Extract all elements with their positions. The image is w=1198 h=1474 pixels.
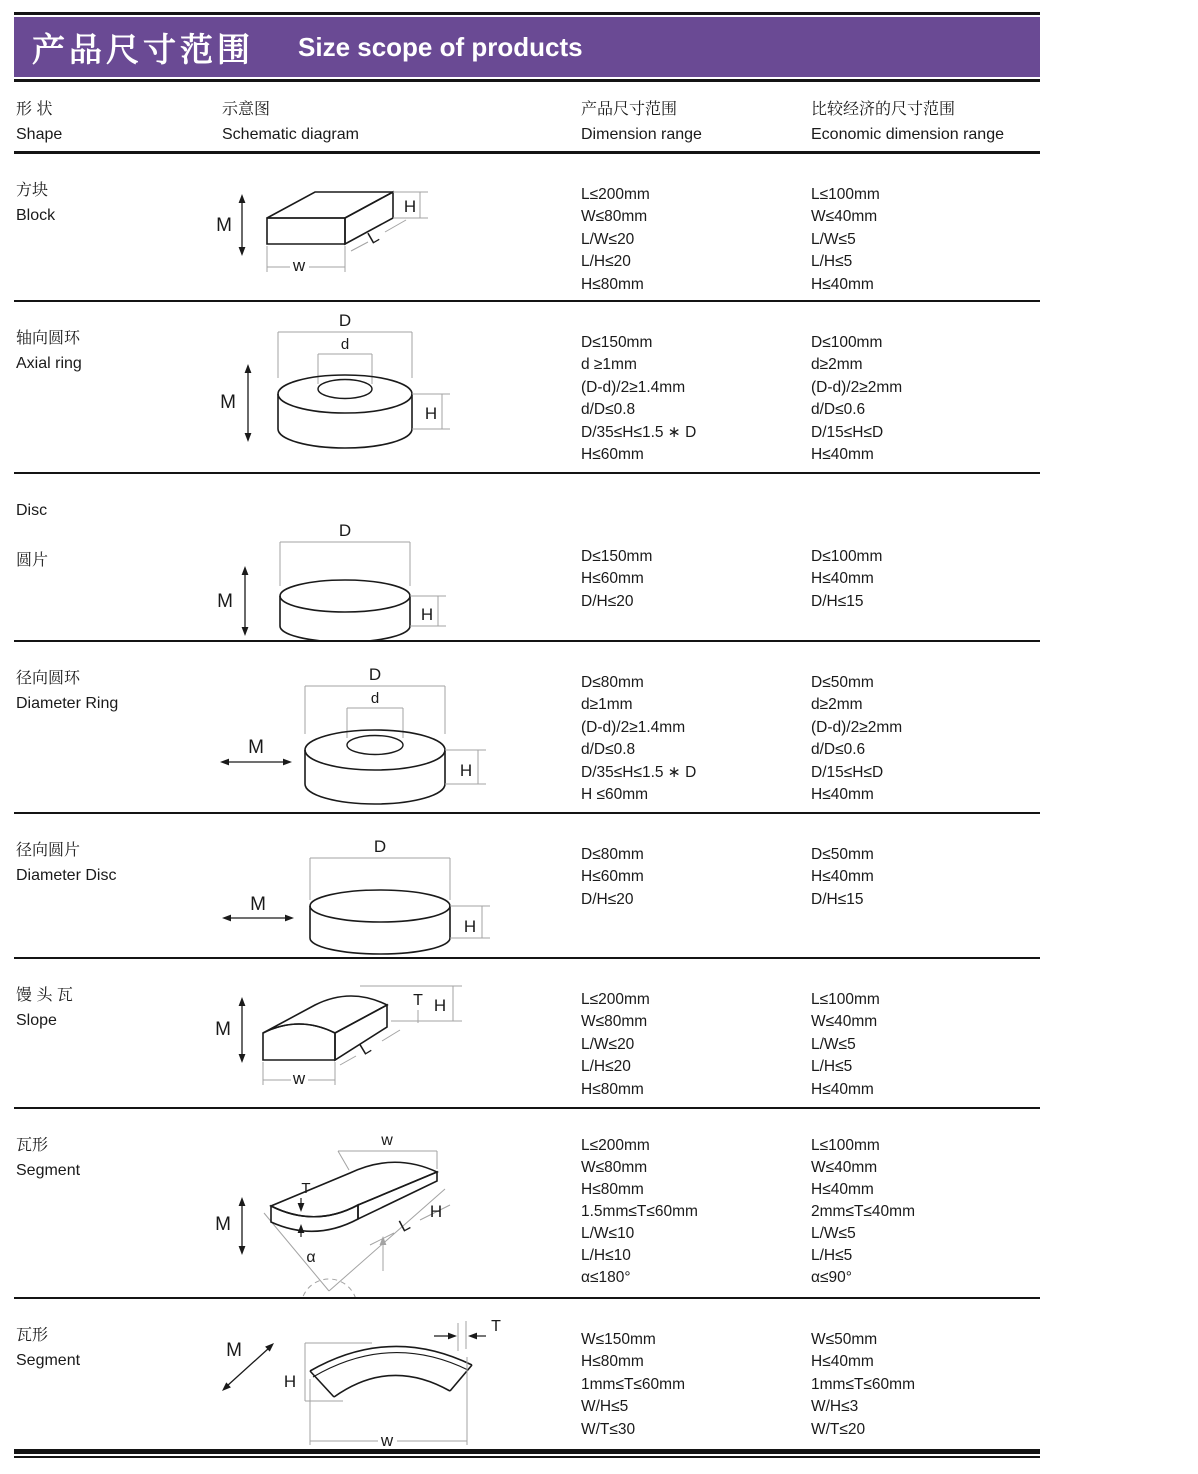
table-header [14,82,1040,154]
shape-label-line: 瓦形 [16,1137,49,1154]
economic-dimension-range-line: d≥2mm [811,356,863,374]
dimension-range [581,546,652,613]
svg-text:M: M [226,1340,242,1361]
svg-text:M: M [215,1019,231,1040]
dimension-range-line: H≤60mm [581,868,644,886]
economic-dimension-range-line: α≤90° [811,1269,852,1286]
dimension-range-line: W/H≤5 [581,1398,629,1416]
page-title-en: Size scope of products [298,31,583,62]
shape-label [16,983,73,1033]
economic-dimension-range-line: W/H≤3 [811,1398,859,1416]
svg-text:H: H [424,404,438,423]
economic-dimension-range-line: H≤40mm [811,570,874,588]
economic-dimension-range-line: d/D≤0.6 [811,401,866,419]
economic-dimension-range-line: W≤50mm [811,1331,878,1348]
dimension-range-line: H≤60mm [581,570,644,588]
economic-dimension-range-line: H≤40mm [811,275,874,293]
svg-text:L: L [364,226,383,248]
dimension-range-line: L/H≤20 [581,1058,631,1076]
dimension-range-line: H≤60mm [581,446,644,464]
economic-dimension-range [811,672,902,806]
dimension-range-line: L≤200mm [581,186,650,203]
dimension-range-line: W≤150mm [581,1331,656,1348]
economic-dimension-range-line: (D-d)/2≥2mm [811,378,903,396]
disc-schematic-diagram [210,474,590,640]
svg-text:α: α [306,1249,316,1266]
dimension-range-line: D/35≤H≤1.5 ∗ D [581,763,697,781]
dimension-range-line: L≤200mm [581,991,650,1008]
bottom-double-rule [14,1451,1198,1458]
page-title-zh: 产品尺寸范围 [32,30,254,68]
dimension-range-line: H ≤60mm [581,786,649,804]
dimension-range-line: 1mm≤T≤60mm [581,1375,685,1393]
dimension-range-line: L/H≤20 [581,253,631,271]
shape-label [16,498,48,573]
economic-dimension-range [811,844,874,911]
svg-text:H: H [433,996,447,1015]
dimension-range-line: d≥1mm [581,696,633,714]
block-schematic-diagram [210,154,590,300]
economic-dimension-range-line: H≤40mm [811,446,874,464]
svg-text:H: H [403,197,417,216]
table-row-block [14,154,1040,302]
shape-label-line: Diameter Ring [16,695,119,712]
dimension-range [581,1135,698,1289]
economic-dimension-range-line: D≤100mm [811,548,883,565]
column-header-economic [811,97,1004,147]
dimension-range-line: H≤80mm [581,1353,644,1371]
svg-text:H: H [420,605,434,624]
dimension-range-line: d ≥1mm [581,356,637,374]
table-row-segment [14,1109,1040,1299]
shape-label-line: Segment [16,1352,81,1369]
slope-schematic-diagram [210,959,590,1107]
dimension-range-line: L/W≤20 [581,1035,635,1053]
table-body [14,154,1198,1451]
dimension-range [581,332,696,466]
dimension-range-line: D/H≤20 [581,890,634,908]
dimension-range [581,184,650,296]
svg-text:M: M [215,1214,231,1235]
economic-dimension-range-line: L/W≤5 [811,1225,856,1242]
economic-dimension-range-line: 2mm≤T≤40mm [811,1203,915,1220]
shape-label-line: Diameter Disc [16,867,117,884]
svg-text:H: H [463,917,477,936]
dimension-range-line: W≤80mm [581,208,648,226]
dimension-range-line: W/T≤30 [581,1420,636,1438]
economic-dimension-range-line: W/T≤20 [811,1420,866,1438]
svg-text:M: M [250,894,266,915]
dimension-range-line: d/D≤0.8 [581,401,636,419]
economic-dimension-range-line: L/H≤5 [811,1247,853,1264]
shape-label-line: Axial ring [16,355,82,372]
dimension-range-line: L/H≤10 [581,1247,631,1264]
dimension-range-line: α≤180° [581,1269,631,1286]
dimension-range-line: L/W≤20 [581,230,635,248]
shape-label-line: 瓦形 [16,1327,49,1344]
shape-label [16,326,82,376]
economic-dimension-range-line: D/15≤H≤D [811,423,884,441]
economic-dimension-range-line: D/H≤15 [811,890,864,908]
shape-label-line: 轴向圆环 [16,330,81,347]
shape-label [16,666,118,716]
economic-dimension-range-line: H≤40mm [811,1181,874,1198]
economic-dimension-range [811,989,880,1101]
shape-label-line: 径向圆片 [16,842,81,859]
schematic-cell [210,154,590,300]
economic-dimension-range-line: 1mm≤T≤60mm [811,1375,915,1393]
economic-dimension-range-line: L≤100mm [811,186,880,203]
economic-dimension-range-line: H≤40mm [811,1080,874,1098]
column-header-dimension-zh: 产品尺寸范围 [581,101,678,118]
axial-ring-schematic-diagram [210,302,590,472]
shape-label-line: 圆片 [16,552,49,569]
economic-dimension-range-line: W≤40mm [811,1159,878,1176]
dimension-range-line: 1.5mm≤T≤60mm [581,1203,698,1220]
svg-text:d: d [370,690,380,707]
economic-dimension-range-line: D≤100mm [811,334,883,351]
table-row-disc [14,474,1040,642]
shape-label-line: Slope [16,1012,57,1029]
economic-dimension-range [811,546,882,613]
segment-schematic-diagram [210,1109,590,1297]
svg-text:w: w [292,1069,306,1088]
dimension-range-line: H≤80mm [581,275,644,293]
column-header-economic-zh: 比较经济的尺寸范围 [811,101,956,118]
svg-text:D: D [368,665,382,684]
svg-text:M: M [220,392,236,413]
economic-dimension-range-line: W≤40mm [811,1013,878,1031]
economic-dimension-range-line: H≤40mm [811,786,874,804]
svg-text:M: M [248,737,264,758]
svg-text:w: w [380,1431,394,1449]
dimension-range-line: L/W≤10 [581,1225,635,1242]
svg-text:H: H [459,761,473,780]
svg-text:T: T [301,1180,311,1197]
shape-label-line [16,523,48,548]
dimension-range-line: D≤150mm [581,334,653,351]
economic-dimension-range-line: H≤40mm [811,868,874,886]
economic-dimension-range-line: L/H≤5 [811,253,853,271]
svg-text:d: d [340,336,350,353]
economic-dimension-range-line: L/W≤5 [811,1035,856,1053]
shape-label-line: 馒 头 瓦 [16,987,73,1004]
schematic-cell [210,642,590,812]
dimension-range-line: D/H≤20 [581,592,634,610]
economic-dimension-range-line: D≤50mm [811,674,874,691]
dimension-range-line: d/D≤0.8 [581,741,636,759]
column-header-economic-en: Economic dimension range [811,126,1004,143]
dimension-range-line: D≤150mm [581,548,653,565]
svg-text:H: H [283,1372,297,1391]
dimension-range [581,672,696,806]
table-row-axial-ring [14,302,1040,474]
dimension-range [581,1329,685,1441]
bottom-rule-lower [14,1456,1040,1458]
table-row-radial-disc [14,814,1040,959]
bottom-rule-upper [14,1451,1040,1454]
dimension-range-line: (D-d)/2≥1.4mm [581,718,686,736]
economic-dimension-range-line: H≤40mm [811,1353,874,1371]
schematic-cell [210,302,590,472]
economic-dimension-range [811,184,880,296]
shape-label-line: 方块 [16,182,49,199]
schematic-cell [210,1299,590,1449]
economic-dimension-range-line: d/D≤0.6 [811,741,866,759]
economic-dimension-range [811,332,902,466]
svg-text:w: w [381,1132,393,1149]
economic-dimension-range-line: D/H≤15 [811,592,864,610]
dimension-range-line: W≤80mm [581,1013,648,1031]
schematic-cell [210,1109,590,1297]
economic-dimension-range-line: (D-d)/2≥2mm [811,718,903,736]
svg-text:D: D [373,837,387,856]
dimension-range-line: L≤200mm [581,1137,650,1154]
dimension-range-line: D/35≤H≤1.5 ∗ D [581,423,697,441]
shape-label [16,1133,80,1183]
economic-dimension-range-line: L/W≤5 [811,230,856,248]
svg-text:M: M [216,215,232,236]
svg-text:M: M [217,591,233,612]
economic-dimension-range-line: L≤100mm [811,1137,880,1154]
radial-disc-schematic-diagram [210,814,590,957]
economic-dimension-range-line: L/H≤5 [811,1058,853,1076]
shape-label [16,1323,80,1373]
economic-dimension-range-line: D≤50mm [811,846,874,863]
dimension-range-line: D≤80mm [581,846,644,863]
schematic-cell [210,474,590,640]
table-row-slope [14,959,1040,1109]
svg-text:D: D [338,521,352,540]
page-title-banner [14,17,1040,77]
dimension-range-line: H≤80mm [581,1181,644,1198]
economic-dimension-range [811,1329,915,1441]
shape-label-line: Disc [16,502,48,519]
dimension-range [581,989,650,1101]
column-header-shape [16,97,62,147]
economic-dimension-range-line: d≥2mm [811,696,863,714]
dimension-range-line: W≤80mm [581,1159,648,1176]
svg-text:T: T [413,992,423,1009]
shape-label-line: Block [16,207,56,224]
economic-dimension-range [811,1135,915,1289]
shape-label [16,178,55,228]
dimension-range [581,844,644,911]
schematic-cell [210,814,590,957]
table-row-segment2 [14,1299,1040,1451]
economic-dimension-range-line: L≤100mm [811,991,880,1008]
svg-text:T: T [491,1318,501,1335]
economic-dimension-range-line: D/15≤H≤D [811,763,884,781]
column-header-schematic-zh: 示意图 [222,101,271,118]
economic-dimension-range-line: W≤40mm [811,208,878,226]
segment2-schematic-diagram [210,1299,590,1449]
svg-text:H: H [429,1202,443,1221]
top-rule [14,12,1040,15]
column-header-schematic-en: Schematic diagram [222,126,359,143]
shape-label [16,838,116,888]
svg-text:L: L [395,1214,414,1236]
shape-label-line: 径向圆环 [16,670,81,687]
dimension-range-line: H≤80mm [581,1080,644,1098]
schematic-cell [210,959,590,1107]
dimension-range-line: D≤80mm [581,674,644,691]
table-row-radial-ring [14,642,1040,814]
radial-ring-schematic-diagram [210,642,590,812]
column-header-schematic [222,97,359,147]
column-header-shape-en: Shape [16,126,63,143]
shape-label-line: Segment [16,1162,81,1179]
column-header-shape-zh: 形 状 [16,101,53,118]
svg-text:D: D [338,311,352,330]
svg-text:w: w [292,256,306,275]
column-header-dimension [581,97,702,147]
dimension-range-line: (D-d)/2≥1.4mm [581,378,686,396]
column-header-dimension-en: Dimension range [581,126,702,143]
svg-text:L: L [356,1037,375,1059]
